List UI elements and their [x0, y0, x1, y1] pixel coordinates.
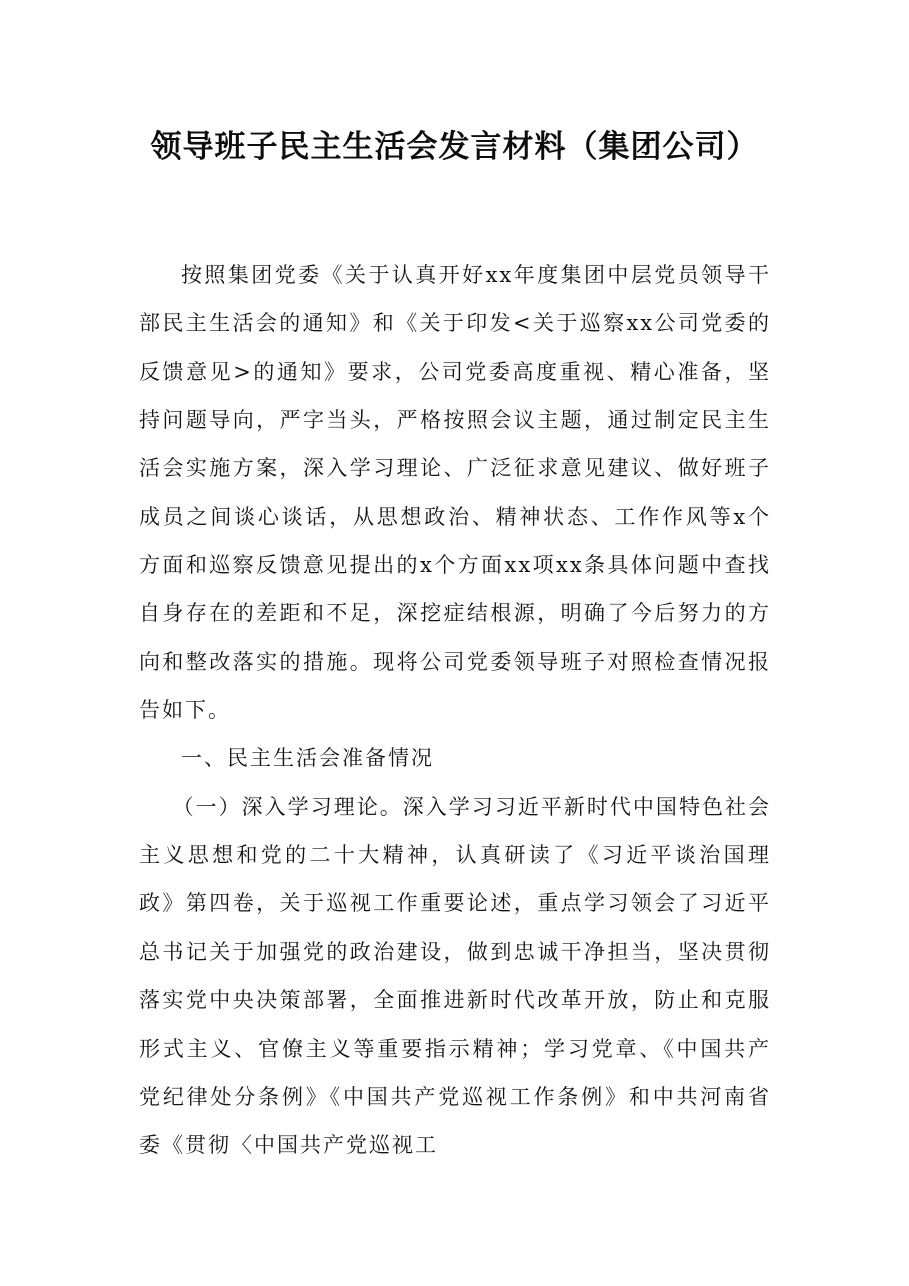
- subsection-paragraph: （一）深入学习理论。深入学习习近平新时代中国特色社会主义思想和党的二十大精神，认真研读了《习近平谈治国理政》第四卷，关于巡视工作重要论述，重点学习领会了习近平总书记关于加强党的政治建设，做到忠诚干净担当，坚决贯彻落实党中央决策部署，全面推进新时代改革开放，防止和克服形式主义、官僚主义等重要指示精神；学习党章、《中国共产党纪律处分条例》《中国共产党巡视工作条例》和中共河南省委《贯彻〈中国共产党巡视工: [139, 794, 771, 1158]
- document-body: [139, 251, 771, 1170]
- document-title: 领导班子民主生活会发言材料（集团公司）: [150, 129, 759, 165]
- intro-paragraph: 按照集团党委《关于认真开好xx年度集团中层党员领导干部民主生活会的通知》和《关于印发<关于巡察xx公司党委的反馈意见>的通知》要求，公司党委高度重视、精心准备，坚持问题导向，严字当头，严格按照会议主题，通过制定民主生活会实施方案，深入学习理论、广泛征求意见建议、做好班子成员之间谈心谈话，从思想政治、精神状态、工作作风等x个方面和巡察反馈意见提出的x个方面xx项xx条具体问题中查找自身存在的差距和不足，深挖症结根源，明确了今后努力的方向和整改落实的措施。现将公司党委领导班子对照检查情况报告如下。: [139, 263, 771, 723]
- section-heading: 一、民主生活会准备情况: [181, 746, 434, 771]
